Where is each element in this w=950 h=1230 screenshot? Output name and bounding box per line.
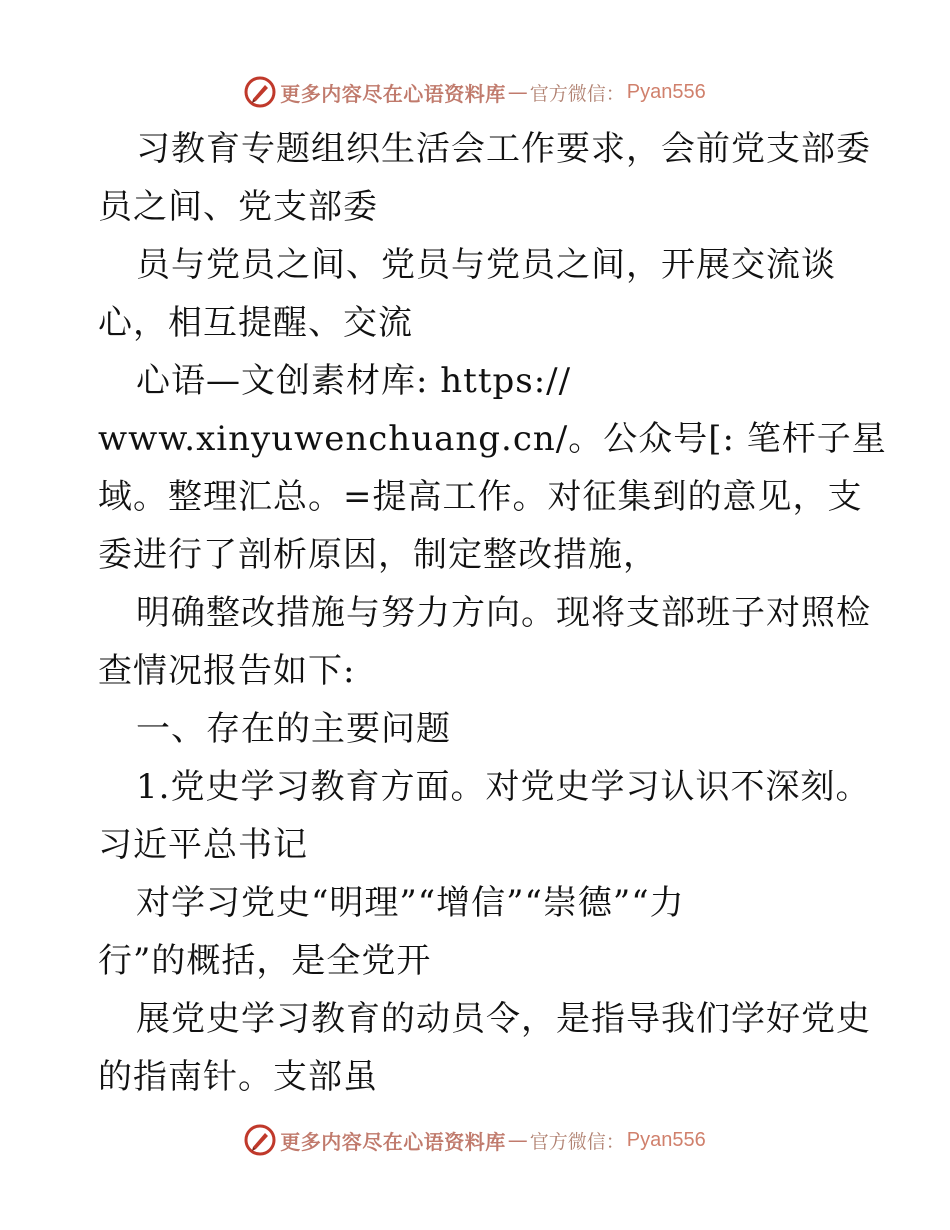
body-line: 员与党员之间、党员与党员之间，开展交流谈 <box>136 245 836 285</box>
document-body <box>98 120 887 1106</box>
body-line: 1.党史学习教育方面。对党史学习认识不深刻。 <box>136 767 871 807</box>
body-line: 委进行了剖析原因，制定整改措施， <box>98 535 658 575</box>
header-banner <box>0 72 950 112</box>
banner-separator: — <box>507 80 528 104</box>
body-line: 习教育专题组织生活会工作要求，会前党支部委 <box>136 129 871 169</box>
banner-promo-text: 更多内容尽在心语资料库 <box>280 81 506 106</box>
banner-official-label: 官方微信： <box>529 1130 625 1153</box>
banner-separator: — <box>507 1128 528 1152</box>
body-line: 对学习党史“明理”“增信”“崇德”“力 <box>136 883 685 923</box>
body-line: 心语—文创素材库: https:// <box>136 361 572 401</box>
body-line: 展党史学习教育的动员令，是指导我们学好党史 <box>136 999 871 1039</box>
banner-promo-text: 更多内容尽在心语资料库 <box>280 1129 506 1154</box>
section-heading: 一、存在的主要问题 <box>136 709 451 749</box>
body-line: 行”的概括，是全党开 <box>98 941 432 981</box>
banner-wechat-id: Pyan556 <box>626 80 706 103</box>
body-line: 习近平总书记 <box>98 825 308 865</box>
banner-wechat-id: Pyan556 <box>626 1128 706 1151</box>
body-line: www.xinyuwenchuang.cn/。公众号[: 笔杆子星 <box>98 419 887 459</box>
body-line: 心，相互提醒、交流 <box>98 303 413 343</box>
body-line: 查情况报告如下: <box>98 651 356 691</box>
pen-logo-icon <box>244 76 276 108</box>
body-line: 明确整改措施与努力方向。现将支部班子对照检 <box>136 593 871 633</box>
footer-banner <box>0 1120 950 1160</box>
body-line: 员之间、党支部委 <box>98 187 378 227</box>
body-line: 域。整理汇总。=提高工作。对征集到的意见，支 <box>98 477 863 517</box>
body-line: 的指南针。支部虽 <box>98 1057 378 1097</box>
pen-logo-icon <box>244 1124 276 1156</box>
banner-official-label: 官方微信： <box>529 82 625 105</box>
